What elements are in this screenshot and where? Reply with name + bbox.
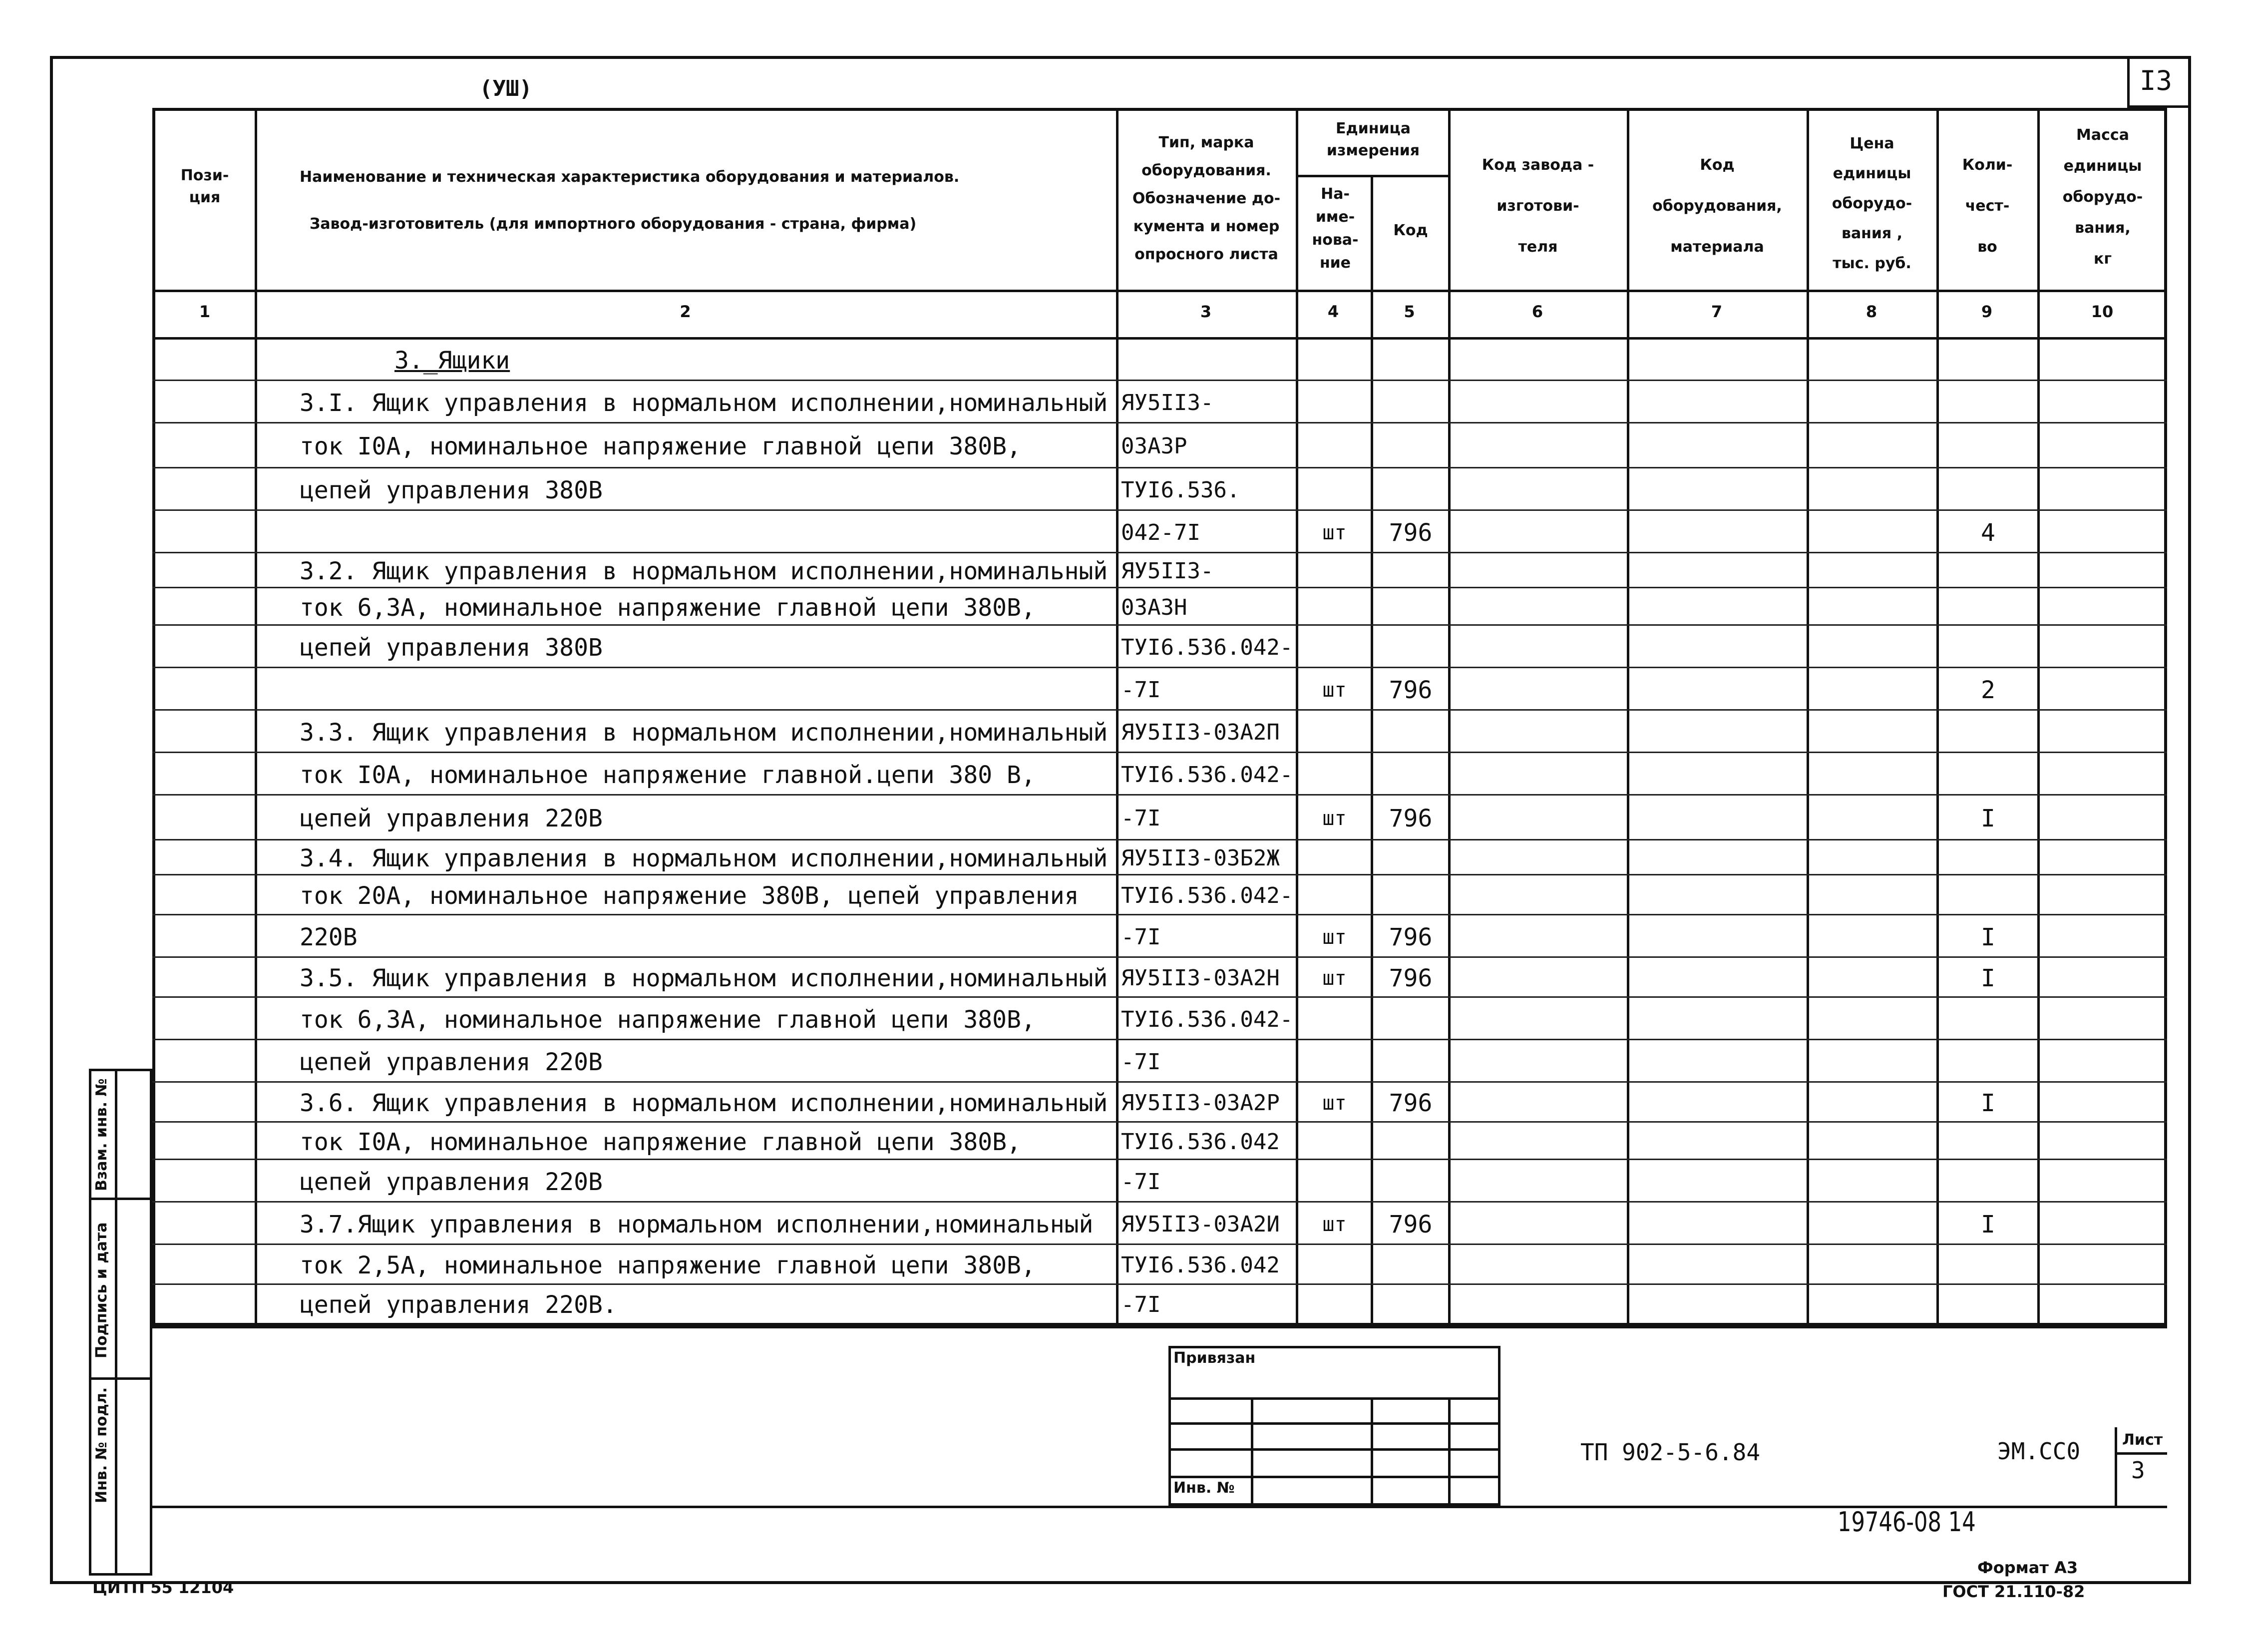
cell-name: цепей управления 220В [300, 1168, 603, 1196]
row-divider [152, 422, 2167, 423]
cell-name: ток I0A, номинальное напряжение главной цепи 380В, [300, 1128, 1021, 1156]
cell-type: 03А3Н [1121, 594, 1187, 620]
cell-type: ТУI6.536. [1121, 477, 1240, 503]
header-unit-name: На- име- нова- ние [1312, 185, 1359, 272]
cell-name: цепей управления 220В [300, 1048, 603, 1076]
header-position: Пози- ция [180, 167, 229, 206]
stamp-line [1168, 1397, 1500, 1400]
cell-type: ЯУ5II3-03А2Р [1121, 1090, 1280, 1116]
header-unit-code: Код [1393, 222, 1428, 239]
cell-name: 3._Ящики [394, 346, 510, 375]
header-name: Наименование и техническая характеристика оборудования и материалов. Завод-изготовитель (для импортного оборудования - страна, фирма) [300, 168, 960, 233]
cell-unit: шт [1322, 678, 1347, 702]
title-block-top [152, 1326, 2167, 1328]
row-divider [152, 956, 2167, 958]
cell-type: ТУI6.536.042 [1121, 1129, 1280, 1155]
row-divider [152, 752, 2167, 753]
cell-code: 796 [1389, 805, 1433, 832]
header-bottom-line [152, 290, 2167, 292]
row-divider [152, 1121, 2167, 1123]
cell-unit: шт [1322, 1092, 1347, 1115]
column-number: 3 [1200, 302, 1212, 321]
column-number: 6 [1531, 302, 1543, 321]
cell-unit: шт [1322, 925, 1347, 949]
list-label: Лист [2122, 1431, 2163, 1449]
cell-name: цепей управления 220В. [300, 1291, 617, 1319]
cell-type: -7I [1121, 1169, 1161, 1195]
cell-type: -7I [1121, 677, 1161, 703]
header-type: Тип, марка оборудования. Обозначение до- кумента и номер опросного листа [1132, 134, 1281, 263]
cell-type: ТУI6.536.042 [1121, 1252, 1280, 1278]
cell-name: цепей управления 380В [300, 476, 603, 504]
cell-unit: шт [1322, 521, 1347, 544]
cell-unit: шт [1322, 1213, 1347, 1236]
column-number: 9 [1981, 302, 1993, 321]
cell-name: цепей управления 380В [300, 633, 603, 662]
cell-type: 03А3Р [1121, 433, 1187, 459]
cell-name: 220В [300, 923, 358, 951]
row-divider [152, 380, 2167, 381]
cell-name: ток 2,5А, номинальное напряжение главной цепи 380В, [300, 1251, 1036, 1279]
side-label-inv-podl: Инв. № подл. [93, 1387, 110, 1503]
cell-code: 796 [1389, 923, 1433, 951]
row-divider [152, 1201, 2167, 1203]
row-divider [152, 874, 2167, 875]
binding-strip-divider [89, 1377, 152, 1380]
sheet-mark: ЭМ.СС0 [1997, 1438, 2081, 1465]
column-number: 10 [2091, 302, 2114, 321]
cell-type: -7I [1121, 806, 1161, 831]
cell-qty: I [1981, 1210, 1995, 1239]
list-box-divider [2115, 1452, 2167, 1455]
cell-name: 3.3. Ящик управления в нормальном исполнении,номинальный [300, 718, 1108, 747]
privyazan-label: Привязан [1173, 1349, 1256, 1367]
cell-type: -7I [1121, 1292, 1161, 1317]
section-mark: (УШ) [479, 76, 532, 101]
numbers-bottom-line [152, 337, 2167, 340]
row-divider [152, 1039, 2167, 1040]
inv-no-label: Инв. № [1173, 1479, 1235, 1497]
cell-qty: 2 [1981, 676, 1995, 704]
row-divider [152, 709, 2167, 711]
cell-name: ток 6,3А, номинальное напряжение главной цепи 380В, [300, 1005, 1036, 1034]
cell-type: ТУI6.536.042- [1121, 1006, 1293, 1032]
cell-name: 3.6. Ящик управления в нормальном исполнении,номинальный [300, 1089, 1108, 1117]
col-divider [1371, 175, 1373, 1326]
column-number: 5 [1404, 302, 1415, 321]
row-divider [152, 552, 2167, 553]
format-label: Формат А3 [1977, 1558, 2078, 1577]
column-number: 8 [1866, 302, 1877, 321]
header-unit: Единица измерения [1326, 120, 1420, 159]
cell-code: 796 [1389, 1089, 1433, 1117]
header-manufacturer-code: Код завода - изготови- теля [1482, 156, 1594, 256]
cell-type: ЯУ5II3-03А2П [1121, 719, 1280, 745]
header-mass: Масса единицы оборудо- вания, кг [2062, 126, 2143, 268]
binding-strip-divider [89, 1198, 152, 1200]
column-number: 4 [1327, 302, 1339, 321]
cell-type: ТУI6.536.042- [1121, 634, 1293, 660]
row-divider [152, 1081, 2167, 1083]
row-divider [152, 839, 2167, 840]
row-divider [152, 667, 2167, 668]
row-divider [152, 587, 2167, 588]
column-number: 7 [1711, 302, 1723, 321]
cell-type: ЯУ5II3-03А2Н [1121, 965, 1280, 991]
cell-name: ток I0A, номинальное напряжение главной цепи 380В, [300, 432, 1021, 460]
cell-name: ток 20А, номинальное напряжение 380В, цепей управления [300, 882, 1079, 910]
cell-code: 796 [1389, 1210, 1433, 1239]
side-label-signature-date: Подпись и дата [93, 1222, 110, 1358]
cell-qty: I [1981, 964, 1995, 992]
side-label-vzam-inv: Взам. инв. № [93, 1078, 110, 1191]
row-divider [152, 794, 2167, 796]
stamp-line [1371, 1397, 1373, 1506]
column-number: 1 [199, 302, 211, 321]
cell-type: ЯУ5II3- [1121, 558, 1214, 584]
gost-label: ГОСТ 21.110-82 [1942, 1582, 2085, 1601]
stamp-line [1168, 1448, 1500, 1451]
sheet-number: I3 [2140, 65, 2173, 96]
cell-qty: I [1981, 923, 1995, 951]
row-divider [152, 1243, 2167, 1245]
cell-type: 042-7I [1121, 519, 1200, 545]
cell-code: 796 [1389, 676, 1433, 704]
cell-unit: шт [1322, 807, 1347, 830]
cell-unit: шт [1322, 967, 1347, 990]
document-code: ТП 902-5-6.84 [1580, 1439, 1761, 1466]
cell-type: ТУI6.536.042- [1121, 883, 1293, 908]
row-divider [152, 914, 2167, 915]
cell-qty: I [1981, 1089, 1995, 1117]
cell-name: 3.7.Ящик управления в нормальном исполнении,номинальный [300, 1210, 1094, 1239]
cell-type: ТУI6.536.042- [1121, 762, 1293, 788]
cell-name: 3.I. Ящик управления в нормальном исполнении,номинальный [300, 389, 1108, 417]
row-divider [152, 1159, 2167, 1160]
handwritten-number: 19746-08 14 [1838, 1506, 1976, 1538]
cell-code: 796 [1389, 518, 1433, 547]
row-divider [152, 624, 2167, 626]
cell-name: ток I0A, номинальное напряжение главной.цепи 380 В, [300, 761, 1036, 789]
cell-qty: 4 [1981, 518, 1995, 547]
header-quantity: Коли- чест- во [1962, 156, 2013, 256]
row-divider [152, 509, 2167, 511]
cell-name: цепей управления 220В [300, 805, 603, 832]
row-divider [152, 1283, 2167, 1285]
cell-type: ЯУ5II3- [1121, 390, 1214, 415]
cell-type: -7I [1121, 924, 1161, 950]
unit-header-divider [1296, 175, 1451, 177]
header-equipment-code: Код оборудования, материала [1652, 156, 1782, 256]
cell-name: 3.5. Ящик управления в нормальном исполнении,номинальный [300, 964, 1108, 992]
row-divider [152, 996, 2167, 998]
cell-name: ток 6,3А, номинальное напряжение главной цепи 380В, [300, 593, 1036, 622]
cell-qty: I [1981, 805, 1995, 832]
stamp-line [1168, 1476, 1500, 1478]
cell-code: 796 [1389, 964, 1433, 992]
cell-name: 3.4. Ящик управления в нормальном исполнении,номинальный [300, 844, 1108, 872]
cell-name: 3.2. Ящик управления в нормальном исполнении,номинальный [300, 557, 1108, 585]
binding-strip-divider [115, 1069, 117, 1576]
cell-type: ЯУ5II3-03Б2Ж [1121, 845, 1280, 871]
list-number: 3 [2131, 1457, 2145, 1484]
cell-type: ЯУ5II3-03А2И [1121, 1211, 1280, 1237]
printer-mark: ЦИТП 55 12104 [92, 1578, 234, 1597]
cell-type: -7I [1121, 1049, 1161, 1075]
row-divider [152, 467, 2167, 468]
stamp-line [1448, 1397, 1451, 1506]
stamp-line [1168, 1422, 1500, 1425]
stamp-line [1251, 1397, 1253, 1506]
header-price: Цена единицы оборудо- вания , тыс. руб. [1832, 135, 1912, 272]
column-number: 2 [680, 302, 691, 321]
